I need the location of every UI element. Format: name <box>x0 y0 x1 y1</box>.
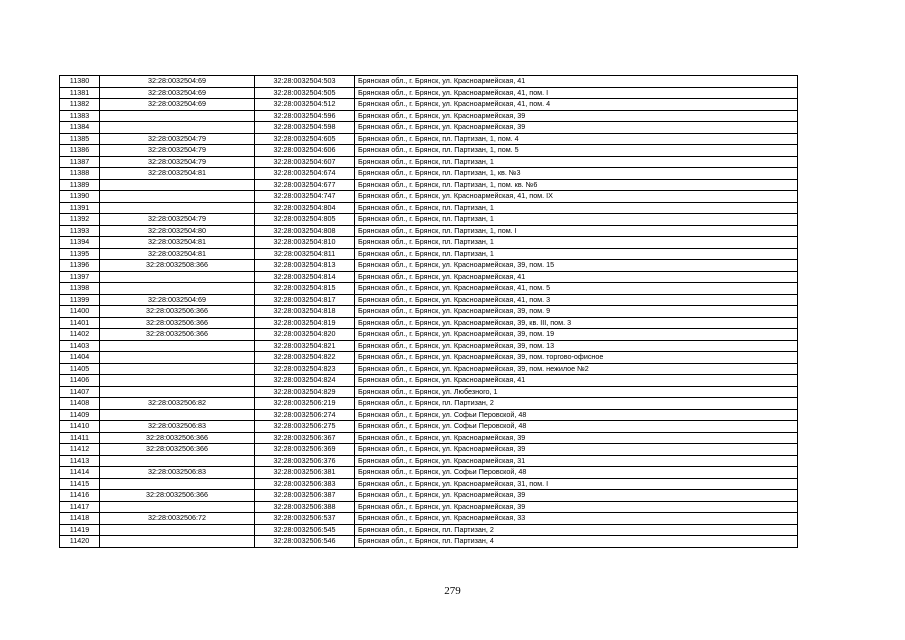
parent-cadastral-cell: 32:28:0032504:81 <box>100 168 255 180</box>
table-row <box>60 133 798 145</box>
cadastral-number-cell: 32:28:0032504:505 <box>255 87 355 99</box>
table-row <box>60 432 798 444</box>
row-number-cell: 11386 <box>60 145 100 157</box>
row-number-cell: 11416 <box>60 490 100 502</box>
address-cell: Брянская обл., г. Брянск, ул. Софьи Перовской, 48 <box>355 421 798 433</box>
row-number-cell: 11382 <box>60 99 100 111</box>
address-cell: Брянская обл., г. Брянск, ул. Красноармейская, 33 <box>355 513 798 525</box>
row-number-cell: 11410 <box>60 421 100 433</box>
parent-cadastral-cell <box>100 386 255 398</box>
table-row <box>60 145 798 157</box>
row-number-cell: 11391 <box>60 202 100 214</box>
address-cell: Брянская обл., г. Брянск, пл. Партизан, 1 <box>355 214 798 226</box>
parent-cadastral-cell: 32:28:0032504:79 <box>100 214 255 226</box>
row-number-cell: 11413 <box>60 455 100 467</box>
address-cell: Брянская обл., г. Брянск, пл. Партизан, 1, пом. 4 <box>355 133 798 145</box>
row-number-cell: 11412 <box>60 444 100 456</box>
table-row <box>60 225 798 237</box>
address-cell: Брянская обл., г. Брянск, ул. Красноармейская, 39, пом. 15 <box>355 260 798 272</box>
parent-cadastral-cell: 32:28:0032506:366 <box>100 432 255 444</box>
cadastral-number-cell: 32:28:0032504:814 <box>255 271 355 283</box>
address-cell: Брянская обл., г. Брянск, ул. Красноармейская, 41 <box>355 76 798 88</box>
row-number-cell: 11400 <box>60 306 100 318</box>
parent-cadastral-cell: 32:28:0032504:81 <box>100 237 255 249</box>
table-row <box>60 467 798 479</box>
row-number-cell: 11403 <box>60 340 100 352</box>
parent-cadastral-cell <box>100 283 255 295</box>
cadastral-number-cell: 32:28:0032506:381 <box>255 467 355 479</box>
cadastral-number-cell: 32:28:0032506:545 <box>255 524 355 536</box>
row-number-cell: 11407 <box>60 386 100 398</box>
row-number-cell: 11405 <box>60 363 100 375</box>
row-number-cell: 11392 <box>60 214 100 226</box>
address-cell: Брянская обл., г. Брянск, ул. Любезного, 1 <box>355 386 798 398</box>
cadastral-number-cell: 32:28:0032506:274 <box>255 409 355 421</box>
parent-cadastral-cell <box>100 179 255 191</box>
address-cell: Брянская обл., г. Брянск, пл. Партизан, 1, пом. кв. №6 <box>355 179 798 191</box>
address-cell: Брянская обл., г. Брянск, пл. Партизан, 2 <box>355 524 798 536</box>
cadastral-number-cell: 32:28:0032506:388 <box>255 501 355 513</box>
cadastral-number-cell: 32:28:0032504:607 <box>255 156 355 168</box>
parent-cadastral-cell <box>100 375 255 387</box>
parent-cadastral-cell: 32:28:0032508:366 <box>100 260 255 272</box>
table-row <box>60 294 798 306</box>
address-cell: Брянская обл., г. Брянск, пл. Партизан, 1 <box>355 237 798 249</box>
row-number-cell: 11420 <box>60 536 100 548</box>
table-row <box>60 237 798 249</box>
parent-cadastral-cell: 32:28:0032504:80 <box>100 225 255 237</box>
row-number-cell: 11397 <box>60 271 100 283</box>
row-number-cell: 11418 <box>60 513 100 525</box>
parent-cadastral-cell: 32:28:0032506:72 <box>100 513 255 525</box>
table-row <box>60 306 798 318</box>
row-number-cell: 11390 <box>60 191 100 203</box>
address-cell: Брянская обл., г. Брянск, ул. Красноармейская, 39 <box>355 490 798 502</box>
cadastral-number-cell: 32:28:0032504:811 <box>255 248 355 260</box>
address-cell: Брянская обл., г. Брянск, ул. Красноармейская, 39, пом. торгово-офисное <box>355 352 798 364</box>
cadastral-number-cell: 32:28:0032504:815 <box>255 283 355 295</box>
address-cell: Брянская обл., г. Брянск, ул. Красноармейская, 39 <box>355 444 798 456</box>
address-cell: Брянская обл., г. Брянск, ул. Красноармейская, 39, пом. 13 <box>355 340 798 352</box>
cadastral-number-cell: 32:28:0032504:813 <box>255 260 355 272</box>
table-row <box>60 524 798 536</box>
parent-cadastral-cell: 32:28:0032504:69 <box>100 294 255 306</box>
parent-cadastral-cell: 32:28:0032506:366 <box>100 306 255 318</box>
row-number-cell: 11404 <box>60 352 100 364</box>
table-row <box>60 87 798 99</box>
row-number-cell: 11406 <box>60 375 100 387</box>
table-row <box>60 76 798 88</box>
row-number-cell: 11395 <box>60 248 100 260</box>
address-cell: Брянская обл., г. Брянск, ул. Красноармейская, 39, пом. нежилое №2 <box>355 363 798 375</box>
table-row <box>60 260 798 272</box>
table-row <box>60 214 798 226</box>
address-cell: Брянская обл., г. Брянск, пл. Партизан, 1, кв. №3 <box>355 168 798 180</box>
table-row <box>60 352 798 364</box>
address-cell: Брянская обл., г. Брянск, ул. Красноармейская, 41, пом. 4 <box>355 99 798 111</box>
table-row <box>60 490 798 502</box>
cadastral-number-cell: 32:28:0032504:804 <box>255 202 355 214</box>
parent-cadastral-cell <box>100 191 255 203</box>
row-number-cell: 11393 <box>60 225 100 237</box>
table-row <box>60 248 798 260</box>
registry-table-body <box>60 76 798 548</box>
parent-cadastral-cell <box>100 110 255 122</box>
parent-cadastral-cell <box>100 271 255 283</box>
address-cell: Брянская обл., г. Брянск, ул. Красноармейская, 39 <box>355 432 798 444</box>
address-cell: Брянская обл., г. Брянск, ул. Красноармейская, 31, пом. I <box>355 478 798 490</box>
row-number-cell: 11383 <box>60 110 100 122</box>
parent-cadastral-cell: 32:28:0032504:79 <box>100 145 255 157</box>
table-row <box>60 99 798 111</box>
row-number-cell: 11387 <box>60 156 100 168</box>
parent-cadastral-cell: 32:28:0032506:83 <box>100 467 255 479</box>
cadastral-number-cell: 32:28:0032506:369 <box>255 444 355 456</box>
parent-cadastral-cell: 32:28:0032506:366 <box>100 329 255 341</box>
cadastral-number-cell: 32:28:0032504:805 <box>255 214 355 226</box>
cadastral-number-cell: 32:28:0032504:747 <box>255 191 355 203</box>
cadastral-number-cell: 32:28:0032504:829 <box>255 386 355 398</box>
address-cell: Брянская обл., г. Брянск, пл. Партизан, 1 <box>355 248 798 260</box>
parent-cadastral-cell: 32:28:0032506:366 <box>100 490 255 502</box>
cadastral-number-cell: 32:28:0032504:810 <box>255 237 355 249</box>
parent-cadastral-cell <box>100 536 255 548</box>
parent-cadastral-cell <box>100 409 255 421</box>
address-cell: Брянская обл., г. Брянск, ул. Красноармейская, 41, пом. I <box>355 87 798 99</box>
table-row <box>60 501 798 513</box>
table-row <box>60 340 798 352</box>
row-number-cell: 11388 <box>60 168 100 180</box>
address-cell: Брянская обл., г. Брянск, ул. Красноармейская, 31 <box>355 455 798 467</box>
row-number-cell: 11381 <box>60 87 100 99</box>
table-row <box>60 536 798 548</box>
cadastral-number-cell: 32:28:0032504:824 <box>255 375 355 387</box>
cadastral-number-cell: 32:28:0032504:596 <box>255 110 355 122</box>
parent-cadastral-cell: 32:28:0032506:366 <box>100 444 255 456</box>
cadastral-number-cell: 32:28:0032504:503 <box>255 76 355 88</box>
parent-cadastral-cell: 32:28:0032506:82 <box>100 398 255 410</box>
table-row <box>60 283 798 295</box>
parent-cadastral-cell: 32:28:0032504:69 <box>100 99 255 111</box>
address-cell: Брянская обл., г. Брянск, пл. Партизан, 2 <box>355 398 798 410</box>
page-number: 279 <box>444 585 461 597</box>
cadastral-number-cell: 32:28:0032504:512 <box>255 99 355 111</box>
row-number-cell: 11401 <box>60 317 100 329</box>
address-cell: Брянская обл., г. Брянск, ул. Красноармейская, 41, пом. 5 <box>355 283 798 295</box>
cadastral-number-cell: 32:28:0032506:537 <box>255 513 355 525</box>
row-number-cell: 11408 <box>60 398 100 410</box>
address-cell: Брянская обл., г. Брянск, ул. Красноармейская, 39, пом. 19 <box>355 329 798 341</box>
parent-cadastral-cell: 32:28:0032506:366 <box>100 317 255 329</box>
cadastral-number-cell: 32:28:0032504:808 <box>255 225 355 237</box>
table-row <box>60 478 798 490</box>
address-cell: Брянская обл., г. Брянск, ул. Красноармейская, 39 <box>355 110 798 122</box>
table-row <box>60 317 798 329</box>
row-number-cell: 11419 <box>60 524 100 536</box>
cadastral-number-cell: 32:28:0032504:819 <box>255 317 355 329</box>
row-number-cell: 11380 <box>60 76 100 88</box>
row-number-cell: 11414 <box>60 467 100 479</box>
row-number-cell: 11398 <box>60 283 100 295</box>
row-number-cell: 11417 <box>60 501 100 513</box>
parent-cadastral-cell <box>100 122 255 134</box>
address-cell: Брянская обл., г. Брянск, ул. Красноармейская, 39, пом. 9 <box>355 306 798 318</box>
cadastral-number-cell: 32:28:0032504:677 <box>255 179 355 191</box>
parent-cadastral-cell: 32:28:0032504:69 <box>100 87 255 99</box>
cadastral-number-cell: 32:28:0032504:823 <box>255 363 355 375</box>
address-cell: Брянская обл., г. Брянск, ул. Красноармейская, 41, пом. 3 <box>355 294 798 306</box>
table-row <box>60 375 798 387</box>
parent-cadastral-cell: 32:28:0032504:79 <box>100 156 255 168</box>
parent-cadastral-cell <box>100 363 255 375</box>
cadastral-number-cell: 32:28:0032506:367 <box>255 432 355 444</box>
parent-cadastral-cell: 32:28:0032504:79 <box>100 133 255 145</box>
table-row <box>60 421 798 433</box>
row-number-cell: 11399 <box>60 294 100 306</box>
cadastral-number-cell: 32:28:0032504:820 <box>255 329 355 341</box>
cadastral-number-cell: 32:28:0032504:606 <box>255 145 355 157</box>
table-row <box>60 110 798 122</box>
address-cell: Брянская обл., г. Брянск, ул. Красноармейская, 41 <box>355 271 798 283</box>
table-row <box>60 455 798 467</box>
cadastral-number-cell: 32:28:0032504:598 <box>255 122 355 134</box>
cadastral-number-cell: 32:28:0032504:822 <box>255 352 355 364</box>
table-row <box>60 122 798 134</box>
parent-cadastral-cell <box>100 501 255 513</box>
table-row <box>60 398 798 410</box>
cadastral-number-cell: 32:28:0032506:219 <box>255 398 355 410</box>
row-number-cell: 11409 <box>60 409 100 421</box>
row-number-cell: 11415 <box>60 478 100 490</box>
parent-cadastral-cell <box>100 524 255 536</box>
table-row <box>60 513 798 525</box>
table-row <box>60 386 798 398</box>
address-cell: Брянская обл., г. Брянск, пл. Партизан, 4 <box>355 536 798 548</box>
address-cell: Брянская обл., г. Брянск, ул. Красноармейская, 39 <box>355 122 798 134</box>
address-cell: Брянская обл., г. Брянск, пл. Партизан, 1, пом. 5 <box>355 145 798 157</box>
table-row <box>60 168 798 180</box>
address-cell: Брянская обл., г. Брянск, ул. Софьи Перовской, 48 <box>355 467 798 479</box>
cadastral-number-cell: 32:28:0032506:383 <box>255 478 355 490</box>
table-row <box>60 202 798 214</box>
cadastral-number-cell: 32:28:0032504:817 <box>255 294 355 306</box>
cadastral-number-cell: 32:28:0032506:376 <box>255 455 355 467</box>
address-cell: Брянская обл., г. Брянск, ул. Красноармейская, 41, пом. IX <box>355 191 798 203</box>
parent-cadastral-cell: 32:28:0032506:83 <box>100 421 255 433</box>
parent-cadastral-cell: 32:28:0032504:81 <box>100 248 255 260</box>
cadastral-number-cell: 32:28:0032504:821 <box>255 340 355 352</box>
address-cell: Брянская обл., г. Брянск, ул. Красноармейская, 39 <box>355 501 798 513</box>
row-number-cell: 11411 <box>60 432 100 444</box>
row-number-cell: 11384 <box>60 122 100 134</box>
address-cell: Брянская обл., г. Брянск, ул. Красноармейская, 39, кв. III, пом. 3 <box>355 317 798 329</box>
parent-cadastral-cell: 32:28:0032504:69 <box>100 76 255 88</box>
table-row <box>60 191 798 203</box>
registry-table <box>59 75 798 548</box>
row-number-cell: 11402 <box>60 329 100 341</box>
row-number-cell: 11394 <box>60 237 100 249</box>
cadastral-number-cell: 32:28:0032504:818 <box>255 306 355 318</box>
table-row <box>60 271 798 283</box>
parent-cadastral-cell <box>100 455 255 467</box>
table-row <box>60 363 798 375</box>
table-row <box>60 409 798 421</box>
row-number-cell: 11385 <box>60 133 100 145</box>
table-row <box>60 329 798 341</box>
cadastral-number-cell: 32:28:0032504:605 <box>255 133 355 145</box>
row-number-cell: 11389 <box>60 179 100 191</box>
address-cell: Брянская обл., г. Брянск, пл. Партизан, 1, пом. I <box>355 225 798 237</box>
parent-cadastral-cell <box>100 340 255 352</box>
table-row <box>60 444 798 456</box>
cadastral-number-cell: 32:28:0032504:674 <box>255 168 355 180</box>
cadastral-number-cell: 32:28:0032506:275 <box>255 421 355 433</box>
address-cell: Брянская обл., г. Брянск, пл. Партизан, 1 <box>355 156 798 168</box>
cadastral-number-cell: 32:28:0032506:387 <box>255 490 355 502</box>
table-row <box>60 179 798 191</box>
parent-cadastral-cell <box>100 352 255 364</box>
parent-cadastral-cell <box>100 202 255 214</box>
address-cell: Брянская обл., г. Брянск, ул. Красноармейская, 41 <box>355 375 798 387</box>
parent-cadastral-cell <box>100 478 255 490</box>
address-cell: Брянская обл., г. Брянск, пл. Партизан, 1 <box>355 202 798 214</box>
row-number-cell: 11396 <box>60 260 100 272</box>
table-row <box>60 156 798 168</box>
cadastral-number-cell: 32:28:0032506:546 <box>255 536 355 548</box>
address-cell: Брянская обл., г. Брянск, ул. Софьи Перовской, 48 <box>355 409 798 421</box>
